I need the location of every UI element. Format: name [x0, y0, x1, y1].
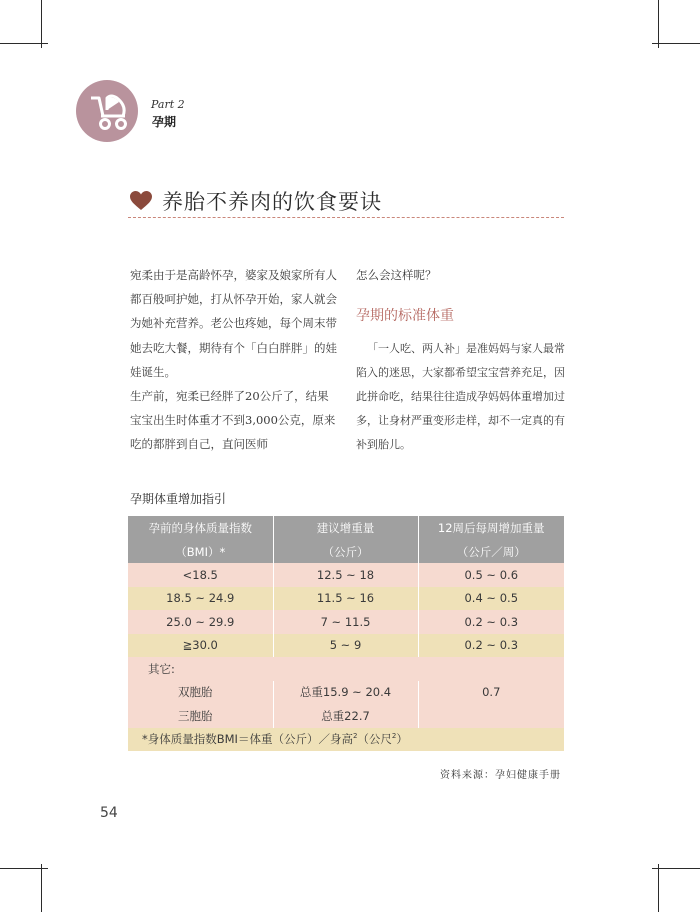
table-header-cell: （BMI）*	[128, 540, 273, 563]
right-column	[356, 263, 568, 457]
sub-heading: 孕期的标准体重	[356, 308, 454, 324]
table-row	[128, 610, 564, 634]
table-header-cell: （公斤）	[273, 540, 418, 563]
table-note-row	[128, 728, 564, 752]
table-cell: 双胞胎	[128, 681, 273, 705]
table-header-row	[128, 516, 564, 540]
table-cell: 12.5 ~ 18	[273, 563, 418, 587]
title-row	[130, 186, 382, 216]
table-cell: 5 ~ 9	[273, 634, 418, 658]
crop-mark	[658, 0, 659, 48]
table-cell: 0.5 ~ 0.6	[418, 563, 564, 587]
source-citation: 资料来源：孕妇健康手册	[440, 770, 561, 781]
crop-mark	[652, 43, 700, 44]
crop-mark	[658, 864, 659, 912]
table-cell: 18.5 ~ 24.9	[128, 587, 273, 611]
crop-mark	[652, 868, 700, 869]
table-cell: 11.5 ~ 16	[273, 587, 418, 611]
crop-mark	[41, 0, 42, 48]
table-cell: 三胞胎	[128, 704, 273, 728]
table-header-cell: 孕前的身体质量指数	[128, 516, 273, 540]
table-caption: 孕期体重增加指引	[130, 492, 227, 506]
table-cell: 0.7	[418, 681, 564, 705]
table-cell: ≧30.0	[128, 634, 273, 658]
table-row	[128, 681, 564, 705]
left-column	[130, 263, 340, 457]
baby-stroller-icon	[85, 90, 131, 132]
section-label: 孕期	[152, 115, 177, 129]
table-cell	[418, 704, 564, 728]
section-badge	[76, 80, 138, 142]
paragraph: 宛柔由于是高龄怀孕，婆家及娘家所有人都百般呵护她，打从怀孕开始，家人就会为她补充营养。老公也疼她，每个周末带她去吃大餐，期待有个「白白胖胖」的娃娃诞生。	[130, 268, 337, 379]
paragraph: 怎么会这样呢？	[356, 268, 437, 282]
table-cell: 总重22.7	[273, 704, 418, 728]
table-header-cell: 12周后每周增加重量	[418, 516, 564, 540]
table-row	[128, 587, 564, 611]
table-row	[128, 634, 564, 658]
table-header-cell: 建议增重量	[273, 516, 418, 540]
table-cell: 总重15.9 ~ 20.4	[273, 681, 418, 705]
title-divider	[128, 217, 564, 218]
table-row	[128, 563, 564, 587]
heart-icon	[130, 191, 152, 211]
table-cell: 7 ~ 11.5	[273, 610, 418, 634]
paragraph: 生产前，宛柔已经胖了20公斤了，结果宝宝出生时体重才不到3,000公克，原来吃的都胖到自己，直问医师	[130, 389, 336, 452]
table-header-row	[128, 540, 564, 563]
table-cell: 0.2 ~ 0.3	[418, 610, 564, 634]
table-row	[128, 704, 564, 728]
table-cell: 25.0 ~ 29.9	[128, 610, 273, 634]
table-cell: <18.5	[128, 563, 273, 587]
weight-gain-table	[128, 516, 564, 751]
crop-mark	[41, 864, 42, 912]
table-cell: 0.2 ~ 0.3	[418, 634, 564, 658]
table-cell: 0.4 ~ 0.5	[418, 587, 564, 611]
table-note: *身体质量指数BMI＝体重（公斤）／身高$^2$（公尺$^2$）	[128, 728, 564, 752]
table-header-cell: （公斤／周）	[418, 540, 564, 563]
table-row	[128, 657, 564, 681]
article-title: 养胎不养肉的饮食要诀	[162, 190, 382, 214]
part-label: Part 2	[151, 98, 185, 111]
page-number: 54	[100, 805, 118, 821]
paragraph: 「一人吃、两人补」是准妈妈与家人最常陷入的迷思，大家都希望宝宝营养充足，因此拼命吃，结果往往造成孕妈妈体重增加过多，让身材严重变形走样，却不一定真的有补到胎儿。	[356, 342, 565, 451]
table-cell-other: 其它:	[128, 657, 564, 681]
